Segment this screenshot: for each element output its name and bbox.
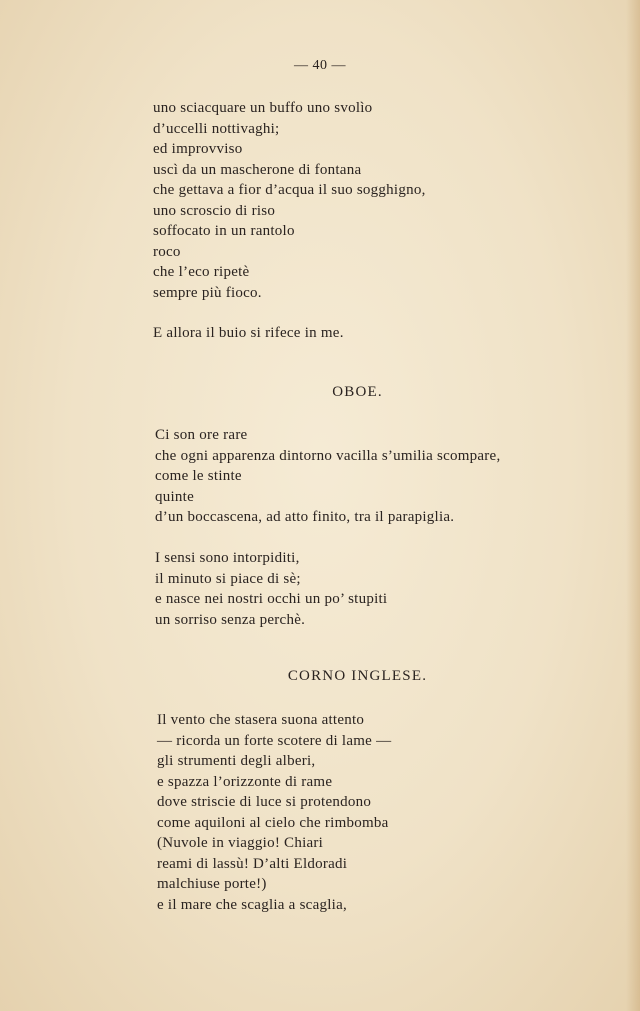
intro-stanza-1 [153,98,426,303]
poem-line: il minuto si piace di sè; [155,570,301,587]
page-edge-shadow [626,0,640,1011]
section-title-oboe: OBOE. [332,384,383,400]
poem-line: d’un boccascena, ad atto finito, tra il parapiglia. [155,509,455,525]
poem-line: d’uccelli nottivaghi; [153,120,280,137]
poem-line: che ogni apparenza dintorno vacilla s’umilia scompare, [155,447,501,464]
poem-line: uno scroscio di riso [153,202,276,219]
poem-line: (Nuvole in viaggio! Chiari [157,835,324,851]
poem-line: uno sciacquare un buffo uno svolìo [153,100,373,116]
poem-line: come aquiloni al cielo che rimbomba [157,814,389,831]
poem-line: gli strumenti degli alberi, [157,753,316,769]
poem-line: quinte [155,488,194,505]
intro-stanza-2 [153,323,344,344]
poem-line: — ricorda un forte scotere di lame — [157,732,392,749]
poem-line: reami di lassù! D’alti Eldoradi [157,855,348,872]
poem-line: dove striscie di luce si protendono [157,794,372,810]
poem-line: E allora il buio si rifece in me. [153,325,344,341]
poem-line: Il vento che stasera suona attento [157,712,365,728]
poem-line: e nasce nei nostri occhi un po’ stupiti [155,591,388,607]
poem-line: un sorriso senza perchè. [155,611,306,628]
poem-line: soffocato in un rantolo [153,223,295,239]
poem-line: e spazza l’orizzonte di rame [157,773,333,790]
poem-line: Ci son ore rare [155,427,248,443]
poem-line: sempre più fioco. [153,284,262,301]
section-title-corno-inglese: CORNO INGLESE. [287,668,428,684]
poem-line: che l’eco ripetè [153,264,250,280]
poem-line: I sensi sono intorpiditi, [155,550,300,566]
oboe-stanza-2 [155,548,387,630]
poem-line: roco [153,243,181,260]
poem-line: come le stinte [155,468,242,484]
corno-inglese-stanza-1 [157,710,391,915]
poem-line: che gettava a fior d’acqua il suo sogghigno, [153,182,426,198]
poem-line: malchiuse porte!) [157,876,267,892]
oboe-stanza-1 [155,425,500,528]
poem-line: e il mare che scaglia a scaglia, [157,896,347,913]
poem-line: ed improvviso [153,141,243,157]
poem-line: uscì da un mascherone di fontana [153,161,362,178]
page-number: — 40 — [294,58,346,73]
